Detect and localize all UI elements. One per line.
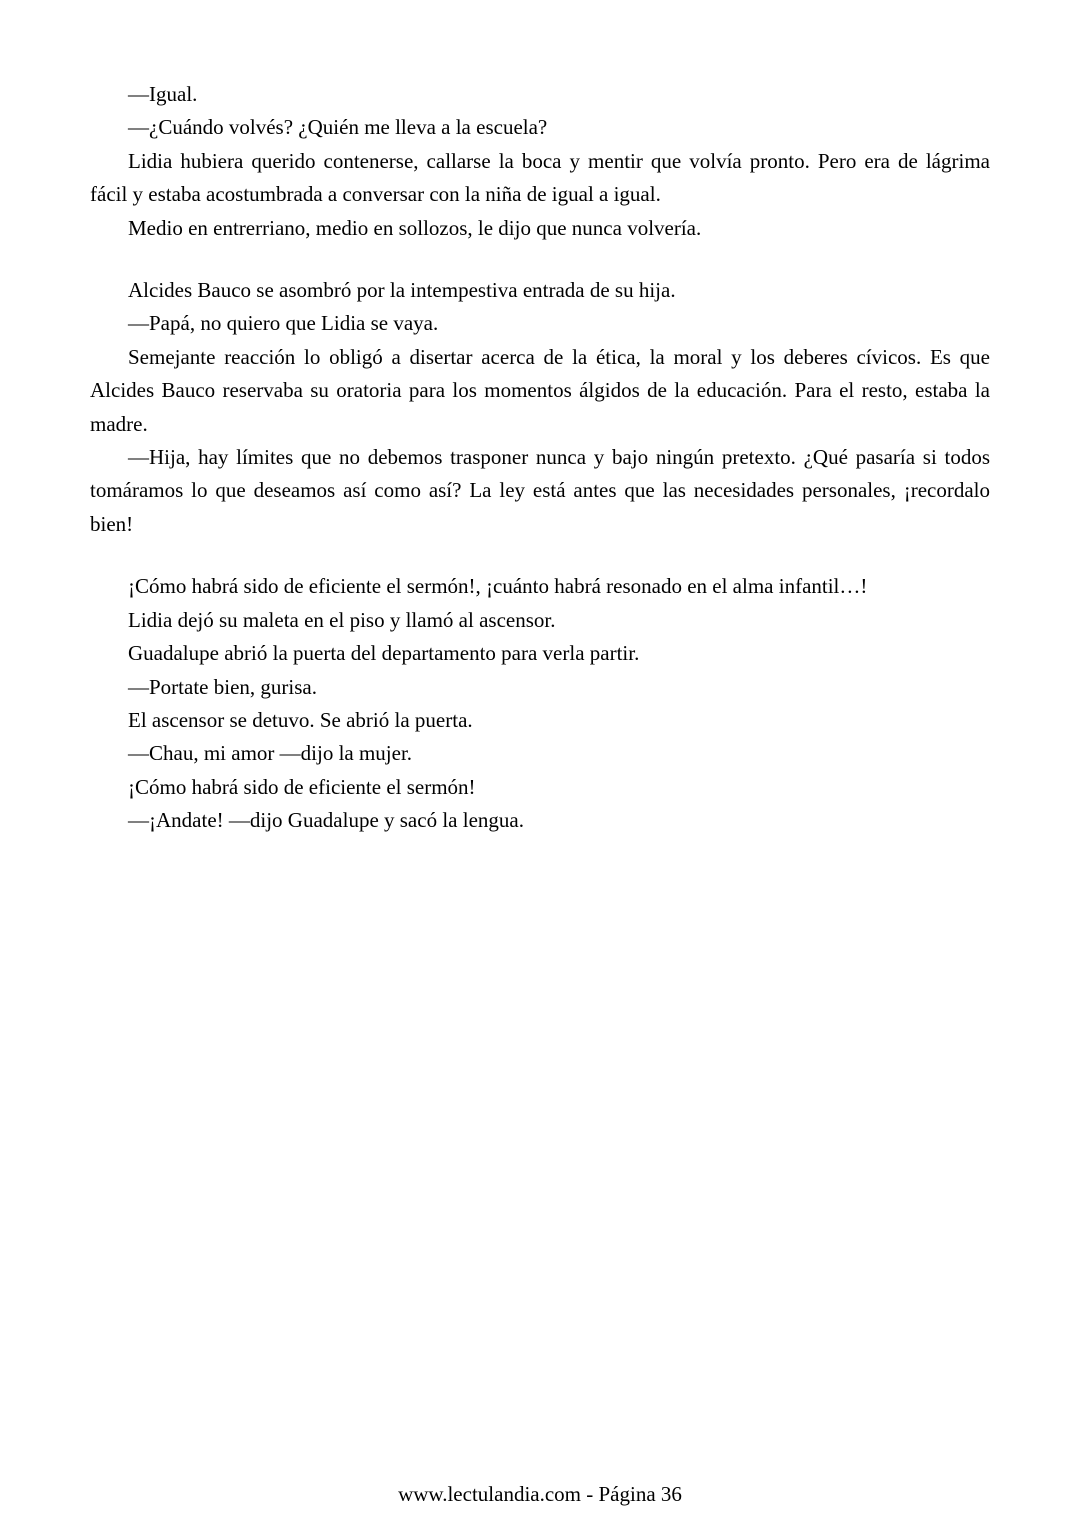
paragraph: Alcides Bauco se asombró por la intempestiva entrada de su hija.: [128, 278, 676, 303]
paragraph: Guadalupe abrió la puerta del departamento para verla partir.: [128, 641, 640, 666]
paragraph: —Chau, mi amor —dijo la mujer.: [128, 741, 413, 766]
paragraph: —Papá, no quiero que Lidia se vaya.: [128, 311, 439, 336]
paragraph: Lidia dejó su maleta en el piso y llamó al ascensor.: [128, 607, 556, 632]
paragraph: —¡Andate! —dijo Guadalupe y sacó la lengua.: [128, 808, 524, 833]
paragraph: Semejante reacción lo obligó a disertar acerca de la ética, la moral y los deberes cívicos. Es que Alcides Bauco reservaba su oratoria para los momentos álgidos de la educación. Para el resto, estaba la madre.: [90, 344, 990, 436]
paragraph: —Hija, hay límites que no debemos trasponer nunca y bajo ningún pretexto. ¿Qué pasaría si todos tomáramos lo que deseamos así como así? La ley está antes que las necesidades personales, ¡recordalo bien!: [90, 445, 990, 536]
paragraph: —¿Cuándo volvés? ¿Quién me lleva a la escuela?: [128, 115, 548, 140]
paragraph: —Portate bien, gurisa.: [128, 674, 317, 699]
paragraph: ¡Cómo habrá sido de eficiente el sermón!: [128, 774, 476, 799]
paragraph: El ascensor se detuvo. Se abrió la puerta.: [128, 707, 473, 732]
paragraph: Lidia hubiera querido contenerse, callarse la boca y mentir que volvía pronto. Pero era de lágrima fácil y estaba acostumbrada a conversar con la niña de igual a igual.: [90, 148, 990, 207]
paragraph: ¡Cómo habrá sido de eficiente el sermón!, ¡cuánto habrá resonado en el alma infantil…!: [128, 574, 868, 599]
paragraph: Medio en entrerriano, medio en sollozos, le dijo que nunca volvería.: [128, 215, 702, 240]
paragraph: —Igual.: [128, 82, 198, 106]
page-footer: www.lectulandia.com - Página 36: [398, 1482, 682, 1506]
